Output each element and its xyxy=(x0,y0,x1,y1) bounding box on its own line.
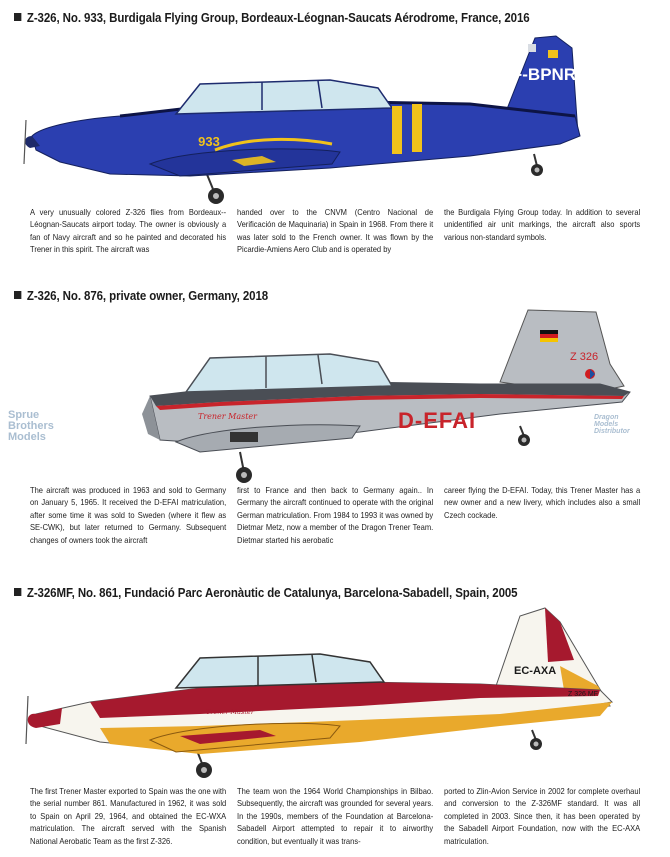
aircraft-profile-blue xyxy=(0,24,670,214)
bullet-square-icon xyxy=(14,588,21,596)
description-col-3: ported to Zlin-Avion Service in 2002 for complete overhaul and conversion to the Z-326MF standard. It was all completed in 2003. Since then, it has been operated by the Sabadell Airport Foundation, now with the EC-AXA matriculation. xyxy=(444,786,641,846)
registration-d-efai: D-EFAI xyxy=(398,408,477,433)
description-columns-2 xyxy=(30,484,640,546)
bullet-square-icon xyxy=(14,291,21,299)
registration-f-bpnr: F-BPNR xyxy=(511,65,577,84)
script-name-trener-master: Trener Master xyxy=(206,708,254,716)
tail-code-z326mf: Z 326 MF xyxy=(568,691,598,698)
profile-title-3: Z-326MF, No. 861, Fundació Parc Aeronàutic de Catalunya, Barcelona-Sabadell, Spain, 2005 xyxy=(14,586,517,600)
description-col-2: handed over to the CNVM (Centro Nacional de Verificación de Maquinaria) in Spain in 1968. From there it was later sold to the French owner. It was flown by the Picardie-Amiens Aero Club and is operated by xyxy=(237,207,434,255)
description-col-3: the Burdigala Flying Group today. In addition to several unidentified air unit markings, the aircraft also sports various non-standard symbols. xyxy=(444,207,641,242)
description-col-2: The team won the 1964 World Championships in Bilbao. Subsequently, the aircraft was grounded for several years. In the 1990s, members of the Foundation at Barcelona-Sabadell Airport attempted to repair it to airworthy condition, but eventually it was trans- xyxy=(237,786,434,846)
fuselage-number-933: 933 xyxy=(198,134,220,149)
registration-ec-axa: EC-AXA xyxy=(514,665,557,677)
description-col-1: A very unusually colored Z-326 flies from Bordeaux--Léognan-Saucats airport today. The owner is obviously a fan of Navy aircraft and so he painted and decorated his Trener in this spirit. The aircraft was xyxy=(30,207,227,255)
description-col-3: career flying the D-EFAI. Today, this Trener Master has a new owner and a new livery, which includes also a small Czech cockade. xyxy=(444,485,641,520)
profile-section-1 xyxy=(0,0,670,270)
bullet-square-icon xyxy=(14,13,21,21)
aircraft-profile-yellow-red xyxy=(0,602,670,787)
description-col-2: first to France and then back to Germany again.. In Germany the aircraft continued to operate with the original German matriculation. From 1984 to 1993 it was owned by Dietmar Metz, now a member of the Dragon Trener Team. Dietmar started his aerobatic xyxy=(237,485,434,545)
description-col-1: The first Trener Master exported to Spain was the one with the serial number 861. Manufactured in 1962, it was sold to Spain on April 29, 1964, and obtained the EC-WXA matriculation. The aircraft served with the Spanish National Aerobatic Team as the first Z-326. xyxy=(30,786,227,846)
profile-title-2: Z-326, No. 876, private owner, Germany, 2018 xyxy=(14,289,268,303)
profile-title-1: Z-326, No. 933, Burdigala Flying Group, Bordeaux-Léognan-Saucats Aérodrome, France, 2016 xyxy=(14,11,530,25)
description-col-1: The aircraft was produced in 1963 and sold to Germany on January 5, 1965. It received the D-EFAI matriculation, after some time it was sold to Sweden (where it flew as SE-CWK), but later returned to Germany. Subsequent changes of owners took the aircraft xyxy=(30,485,227,545)
script-name-trener-master: Trener Master xyxy=(198,412,257,421)
tail-code-z326: Z 326 xyxy=(570,351,599,363)
description-columns-1 xyxy=(30,206,640,256)
aircraft-profile-grey xyxy=(0,302,670,492)
profile-section-3 xyxy=(0,578,670,857)
profile-section-2 xyxy=(0,282,670,582)
watermark-left: Sprue Brothers Models xyxy=(8,409,54,443)
description-columns-3 xyxy=(30,785,640,847)
watermark-right: Dragon Models Distributor xyxy=(594,414,630,435)
